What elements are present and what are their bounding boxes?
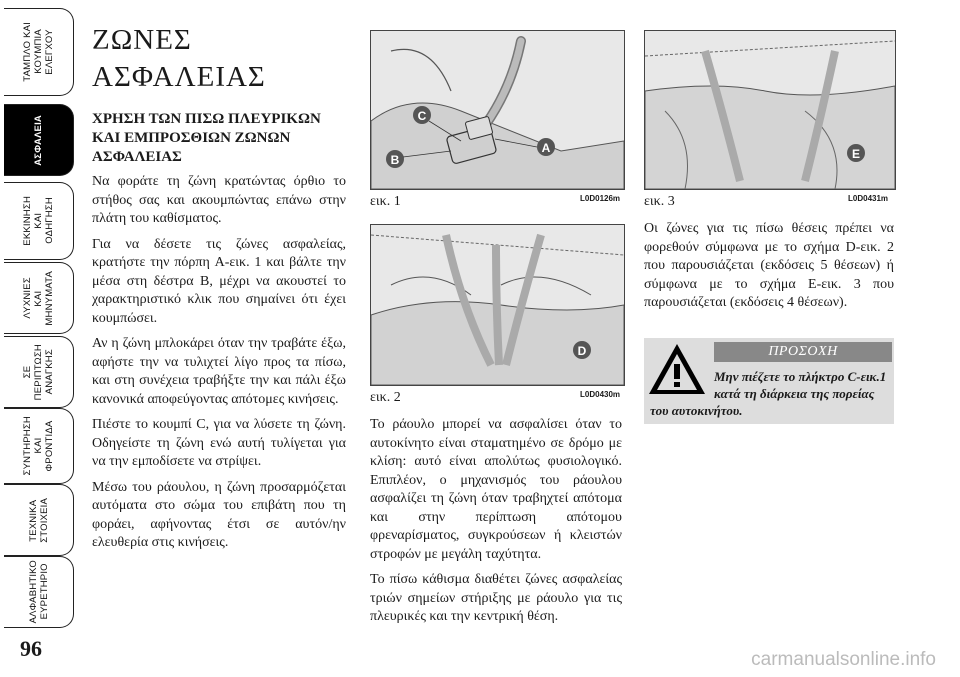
tab-label: ΤΑΜΠΛΟ ΚΑΙ ΚΟΥΜΠΙΑ ΕΛΕΓΧΟΥ xyxy=(22,22,55,82)
paragraph: Για να δέσετε τις ζώνες ασφαλείας, κρατήστε την πόρπη A-εικ. 1 και βάλτε την μέσα στη δέστρα B, μέχρι να ακουστεί το χαρακτηριστικό κλικ που σημαίνει ότι έχει κουμπώσει. xyxy=(92,236,346,326)
figure-2-code: L0D0430m xyxy=(580,390,621,399)
title-line-2: ΑΣΦΑΛΕΙΑΣ xyxy=(92,61,266,93)
tab-technical-data[interactable] xyxy=(4,484,74,556)
figure-3-rear-belts-4-seats xyxy=(644,30,896,190)
tab-label: ΕΚΚΙΝΗΣΗ ΚΑΙ ΟΔΗΓΗΣΗ xyxy=(22,196,55,246)
tab-maintenance[interactable] xyxy=(4,408,74,484)
tab-safety[interactable] xyxy=(4,104,74,176)
main-text-column xyxy=(92,22,346,560)
section-heading: ΧΡΗΣΗ ΤΩΝ ΠΙΣΩ ΠΛΕΥΡΙΚΩΝ ΚΑΙ ΕΜΠΡΟΣΘΙΩΝ ΖΩΝΩΝ ΑΣΦΑΛΕΙΑΣ xyxy=(92,111,321,165)
warning-text-continued: του αυτοκινήτου. xyxy=(650,403,743,418)
label-B: B xyxy=(390,153,400,167)
paragraph: Αν η ζώνη μπλοκάρει όταν την τραβάτε έξω, αφήστε την να τυλιχτεί λίγο προς τα πίσω, και στη συνέχεια τραβήξτε την και πάλι έξω κανονικά αποφεύγοντας απότομες κινήσεις. xyxy=(92,336,346,407)
figure-2-rear-belts-5-seats xyxy=(370,224,625,386)
figure-3-code: L0D0431m xyxy=(848,194,889,203)
figure-1-code: L0D0126m xyxy=(580,194,621,203)
label-A: A xyxy=(541,141,551,155)
tab-label: ΑΣΦΑΛΕΙΑ xyxy=(33,114,44,166)
warning-text: Μην πιέζετε το πλήκτρο C-εικ.1 κατά τη διάρκεια της πορείας xyxy=(714,369,887,401)
label-D: D xyxy=(577,344,587,358)
right-text-column xyxy=(644,220,894,320)
warning-triangle-icon xyxy=(647,342,707,396)
paragraph: Πιέστε το κουμπί C, για να λύσετε τη ζώνη. Οδηγείστε τη ζώνη ενώ αυτή τυλίγεται για να την εμποδίσετε να στρίψει. xyxy=(92,417,346,469)
figure-1-seatbelt-buckle xyxy=(370,30,625,190)
paragraph: Μέσω του ράουλου, η ζώνη προσαρμόζεται αυτόματα στο σώμα του επιβάτη που τη φοράει, αφήνοντας έτσι σε αυτόν/ην ελευθερία στις κινήσεις. xyxy=(92,479,346,550)
tab-controls[interactable] xyxy=(4,8,74,96)
tab-starting-driving[interactable] xyxy=(4,182,74,260)
label-C: C xyxy=(417,109,427,123)
tab-index[interactable] xyxy=(4,556,74,628)
paragraph: Οι ζώνες για τις πίσω θέσεις πρέπει να φορεθούν σύμφωνα με το σχήμα D-εικ. 2 που παρουσιάζεται (εκδόσεις 5 θέσεων) ή σύμφωνα με το σχήμα E-εικ. 3 που παρουσιάζεται (εκδόσεις 4 θέσεων). xyxy=(644,221,894,310)
figure-3-illustration xyxy=(645,31,895,189)
tab-label: ΤΕΧΝΙΚΑ ΣΤΟΙΧΕΙΑ xyxy=(27,497,50,543)
title-line-1: ΖΩΝΕΣ xyxy=(92,24,192,56)
warning-box xyxy=(644,338,894,424)
figure-2-illustration xyxy=(371,225,624,385)
tab-label: ΣΕ ΠΕΡΙΠΤΩΣΗ ΑΝΑΓΚΗΣ xyxy=(22,343,55,401)
paragraph: Το ράουλο μπορεί να ασφαλίσει όταν το αυτοκίνητο είναι σταματημένο σε δρόμο με κλίση: αυτό είναι απολύτως φυσιολογικό. Επιπλέον, ο μηχανισμός του ράουλου ασφαλίζει τη ζώνη όταν τραβηχτεί απότομα και στην περίπτωση απότομου φρεναρίσματος, συγκρούσεων ή κλειστών στροφών με μεγάλη ταχύτητα. xyxy=(370,417,622,562)
tab-lights-messages[interactable] xyxy=(4,262,74,334)
figure-1-illustration xyxy=(371,31,624,189)
figure-1-caption: εικ. 1 xyxy=(370,194,401,209)
figure-3-caption: εικ. 3 xyxy=(644,194,675,209)
tab-label: ΑΛΦΑΒΗΤΙΚΟ ΕΥΡΕΤΗΡΙΟ xyxy=(27,560,50,624)
tab-emergency[interactable] xyxy=(4,336,74,408)
tab-label: ΛΥΧΝΙΕΣ ΚΑΙ ΜΗΝΥΜΑΤΑ xyxy=(22,270,55,326)
figure-2-caption: εικ. 2 xyxy=(370,390,401,405)
paragraph: Το πίσω κάθισμα διαθέτει ζώνες ασφαλείας τριών σημείων στήριξης με ράουλο για τις πλευρικές και την κεντρική θέση. xyxy=(370,572,622,624)
page-title xyxy=(92,22,346,96)
chapter-tabs xyxy=(0,0,78,630)
middle-text-column xyxy=(370,416,622,634)
paragraph: Να φοράτε τη ζώνη κρατώντας όρθιο το στήθος σας και ακουμπώντας επάνω στην πλάτη του καθίσματος. xyxy=(92,174,346,226)
label-E: E xyxy=(851,147,861,161)
warning-title: ΠΡΟΣΟΧΗ xyxy=(714,342,892,362)
page-number: 96 xyxy=(20,636,42,661)
watermark: carmanualsonline.info xyxy=(751,649,936,670)
tab-label: ΣΥΝΤΗΡΗΣΗ ΚΑΙ ΦΡΟΝΤΙΔΑ xyxy=(22,416,55,476)
